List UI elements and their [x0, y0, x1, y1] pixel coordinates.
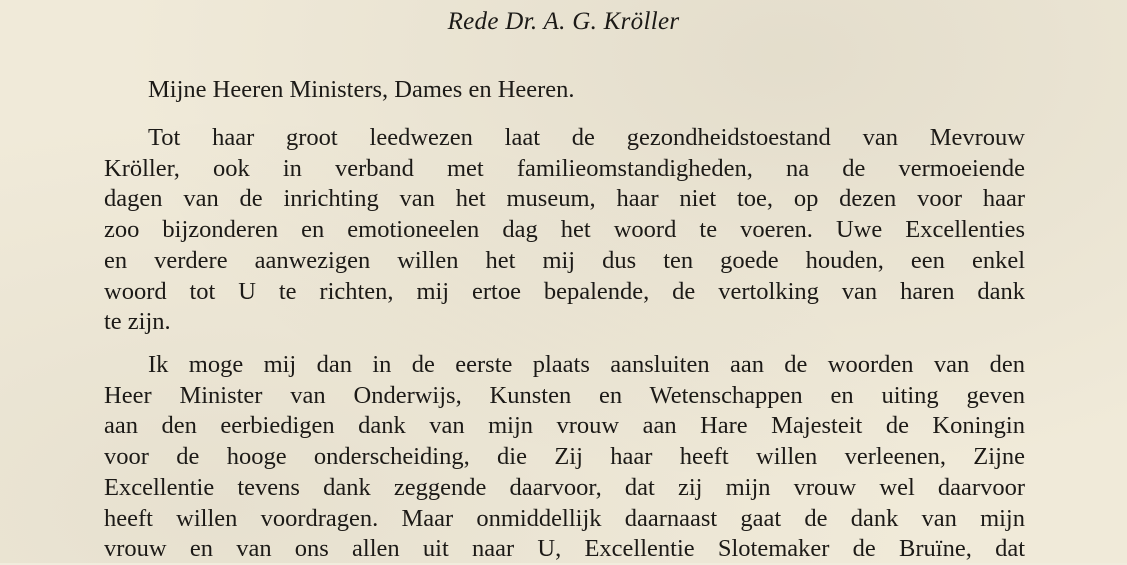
text-line: Kröller, ook in verband met familieomstandigheden, na de vermoeiende [104, 154, 1025, 182]
text-line: Ik moge mij dan in de eerste plaats aansluiten aan de woorden van den [148, 351, 1025, 378]
text-line: te zijn. [104, 308, 171, 336]
running-head: Rede Dr. A. G. Kröller [447, 8, 680, 35]
text-line: aan den eerbiedigen dank van mijn vrouw aan Hare Majesteit de Koningin [104, 412, 1025, 440]
salutation: Mijne Heeren Ministers, Dames en Heeren. [148, 76, 575, 103]
text-line: heeft willen voordragen. Maar onmiddellijk daarnaast gaat de dank van mijn [104, 504, 1025, 532]
paragraph-1 [104, 123, 1025, 338]
text-line: woord tot U te richten, mij ertoe bepalende, de vertolking van haren dank [104, 277, 1025, 305]
text-line: voor de hooge onderscheiding, die Zij haar heeft willen verleenen, Zijne [104, 443, 1025, 471]
text-line: Excellentie tevens dank zeggende daarvoor, dat zij mijn vrouw wel daarvoor [104, 473, 1025, 501]
paragraph-2 [104, 350, 1025, 565]
text-line: vrouw en van ons allen uit naar U, Excellentie Slotemaker de Bruïne, dat [104, 535, 1025, 563]
text-line: Tot haar groot leedwezen laat de gezondheidstoestand van Mevrouw [148, 124, 1025, 151]
text-line: Heer Minister van Onderwijs, Kunsten en Wetenschappen en uiting geven [104, 381, 1025, 409]
text-line: en verdere aanwezigen willen het mij dus ten goede houden, een enkel [104, 246, 1025, 274]
text-line: zoo bijzonderen en emotioneelen dag het woord te voeren. Uwe Excellenties [104, 216, 1025, 244]
text-line: dagen van de inrichting van het museum, haar niet toe, op dezen voor haar [104, 185, 1025, 213]
